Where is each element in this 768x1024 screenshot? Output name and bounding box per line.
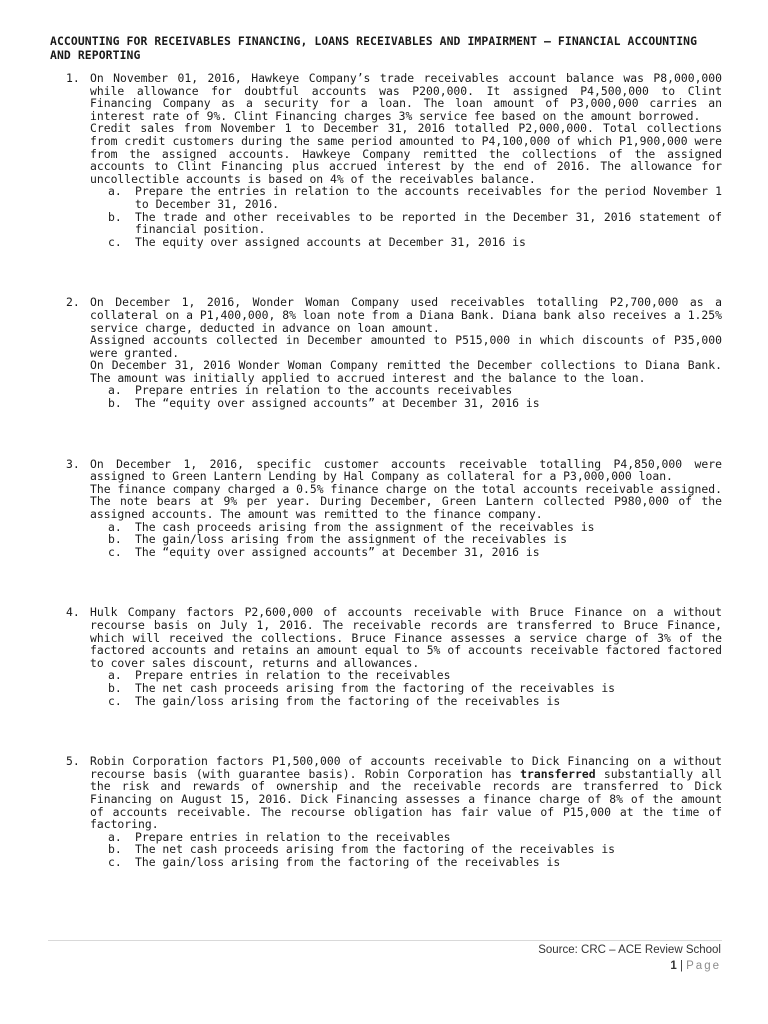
paragraph-text: substantially all the risk and rewards of ownership and the receivable records are transferred to Dick Financing on August 15, 2016. Dick Financing assesses a finance charge of 8% of the amount of accounts receivable. The recourse obligation has fair value of P15,000 at the time of factoring. [90, 766, 722, 832]
footer-source: Source: CRC – ACE Review School [538, 944, 721, 956]
footer-page-number [670, 960, 721, 972]
problem-paragraph: On December 1, 2016, specific customer accounts receivable totalling P4,850,000 were assigned to Green Lantern Lending by Hal Company as collateral for a P3,000,000 loan. [90, 456, 722, 484]
problem-paragraph [90, 755, 722, 831]
sub-question [108, 856, 722, 869]
bold-emphasis: transferred [520, 766, 596, 781]
problem-number: 1. [66, 71, 80, 85]
sub-question-letter: b. [108, 680, 122, 695]
sub-question [108, 185, 722, 210]
page-number: 1 [670, 960, 677, 972]
sub-question-text: The net cash proceeds arising from the factoring of the receivables is [135, 842, 616, 857]
page-separator: | [679, 960, 683, 972]
problem-1 [50, 72, 722, 248]
sub-question-text: The equity over assigned accounts at December 31, 2016 is [135, 234, 526, 249]
sub-question-letter: b. [108, 209, 122, 224]
problem-paragraph: On December 1, 2016, Wonder Woman Company used receivables totalling P2,700,000 as a collateral on a P1,400,000, 8% loan note from a Diana Bank. Diana bank also receives a 1.25% service charge, deducted in advance on loan amount. [90, 295, 722, 335]
sub-question-list [90, 384, 722, 409]
sub-question-letter: c. [108, 854, 122, 869]
sub-question-text: Prepare entries in relation to the receivables [135, 829, 451, 844]
sub-question [108, 236, 722, 249]
sub-question-letter: b. [108, 532, 122, 547]
document-title: ACCOUNTING FOR RECEIVABLES FINANCING, LOANS RECEIVABLES AND IMPAIRMENT – FINANCIAL ACCOUNTING AND REPORTING [50, 34, 698, 62]
problem-3 [50, 458, 722, 559]
paragraph-text: Robin Corporation factors P1,500,000 of accounts receivable to Dick Financing on a without recourse basis (with guarantee basis). Robin Corporation has [90, 754, 722, 781]
problem-paragraph: On December 31, 2016 Wonder Woman Company remitted the December collections to Diana Bank. The amount was initially applied to accrued interest and the balance to the loan. [90, 358, 722, 385]
sub-question-letter: b. [108, 842, 122, 857]
sub-question-text: Prepare entries in relation to the receivables [135, 668, 451, 683]
problem-5 [50, 755, 722, 868]
problem-paragraph: The finance company charged a 0.5% finance charge on the total accounts receivable assigned. The note bears at 9% per year. During December, Green Lantern collected P980,000 of the assigned accounts. The amount was remitted to the finance company. [90, 481, 722, 522]
problem-number: 4. [66, 605, 80, 620]
sub-question [108, 695, 722, 708]
sub-question-list [90, 521, 722, 559]
sub-question-letter: c. [108, 544, 122, 559]
sub-question-text: Prepare entries in relation to the accounts receivables [135, 383, 513, 398]
problem-4 [50, 606, 722, 707]
sub-question-letter: c. [108, 234, 122, 249]
sub-question-text: The “equity over assigned accounts” at December 31, 2016 is [135, 544, 540, 559]
problem-number: 3. [66, 456, 80, 471]
sub-question-letter: a. [108, 829, 122, 844]
sub-question [108, 211, 722, 236]
sub-question-text: Prepare the entries in relation to the accounts receivables for the period November 1 to December 31, 2016. [135, 184, 722, 211]
sub-question-list [90, 669, 722, 707]
problem-paragraph: On November 01, 2016, Hawkeye Company’s trade receivables account balance was P8,000,000 while allowance for doubtful accounts was P200,000. It assigned P4,500,000 to Clint Financing Company as a security for a loan. The loan amount of P3,000,000 carries an interest rate of 9%. Clint Financing charges 3% service fee based on the amount borrowed. [90, 71, 722, 123]
sub-question [108, 397, 722, 410]
sub-question-letter: a. [108, 519, 122, 534]
sub-question-text: The gain/loss arising from the factoring of the receivables is [135, 854, 561, 869]
sub-question-text: The gain/loss arising from the factoring of the receivables is [135, 693, 561, 708]
sub-question-text: The cash proceeds arising from the assignment of the receivables is [135, 519, 595, 534]
sub-question-letter: a. [108, 668, 122, 683]
sub-question-letter: a. [108, 184, 122, 199]
problem-paragraph: Credit sales from November 1 to December 31, 2016 totalled P2,000,000. Total collections from credit customers during the same period amounted to P4,100,000 of which P1,900,000 were from the assigned accounts. Hawkeye Company remitted the collections of the assigned accounts to Clint Financing plus accrued interest by the end of 2016. The allowance for uncollectible accounts is based on 4% of the receivables balance. [90, 121, 722, 186]
sub-question-letter: c. [108, 693, 122, 708]
problem-paragraph: Hulk Company factors P2,600,000 of accounts receivable with Bruce Finance on a without recourse basis on July 1, 2016. The receivable records are transferred to Bruce Finance, which will received the collections. Bruce Finance assesses a service charge of 3% of the factored accounts and retains an amount equal to 5% of accounts receivable factored factored to cover sales discount, returns and allowances. [90, 605, 722, 670]
problem-number: 2. [66, 295, 80, 310]
sub-question-text: The trade and other receivables to be reported in the December 31, 2016 statement of financial position. [135, 209, 722, 237]
problem-list [50, 72, 722, 869]
sub-question-letter: a. [108, 383, 122, 398]
problem-2 [50, 296, 722, 409]
sub-question-letter: b. [108, 396, 122, 411]
problem-number: 5. [66, 754, 80, 769]
sub-question-text: The net cash proceeds arising from the factoring of the receivables is [135, 680, 616, 695]
problem-paragraph: Assigned accounts collected in December amounted to P515,000 in which discounts of P35,000 were granted. [90, 333, 722, 360]
sub-question-text: The “equity over assigned accounts” at December 31, 2016 is [135, 396, 540, 411]
sub-question-text: The gain/loss arising from the assignment of the receivables is [135, 532, 568, 547]
sub-question [108, 546, 722, 559]
sub-question-list [90, 185, 722, 248]
page-label: Page [686, 960, 721, 972]
footer-divider [48, 940, 722, 941]
sub-question-list [90, 831, 722, 869]
